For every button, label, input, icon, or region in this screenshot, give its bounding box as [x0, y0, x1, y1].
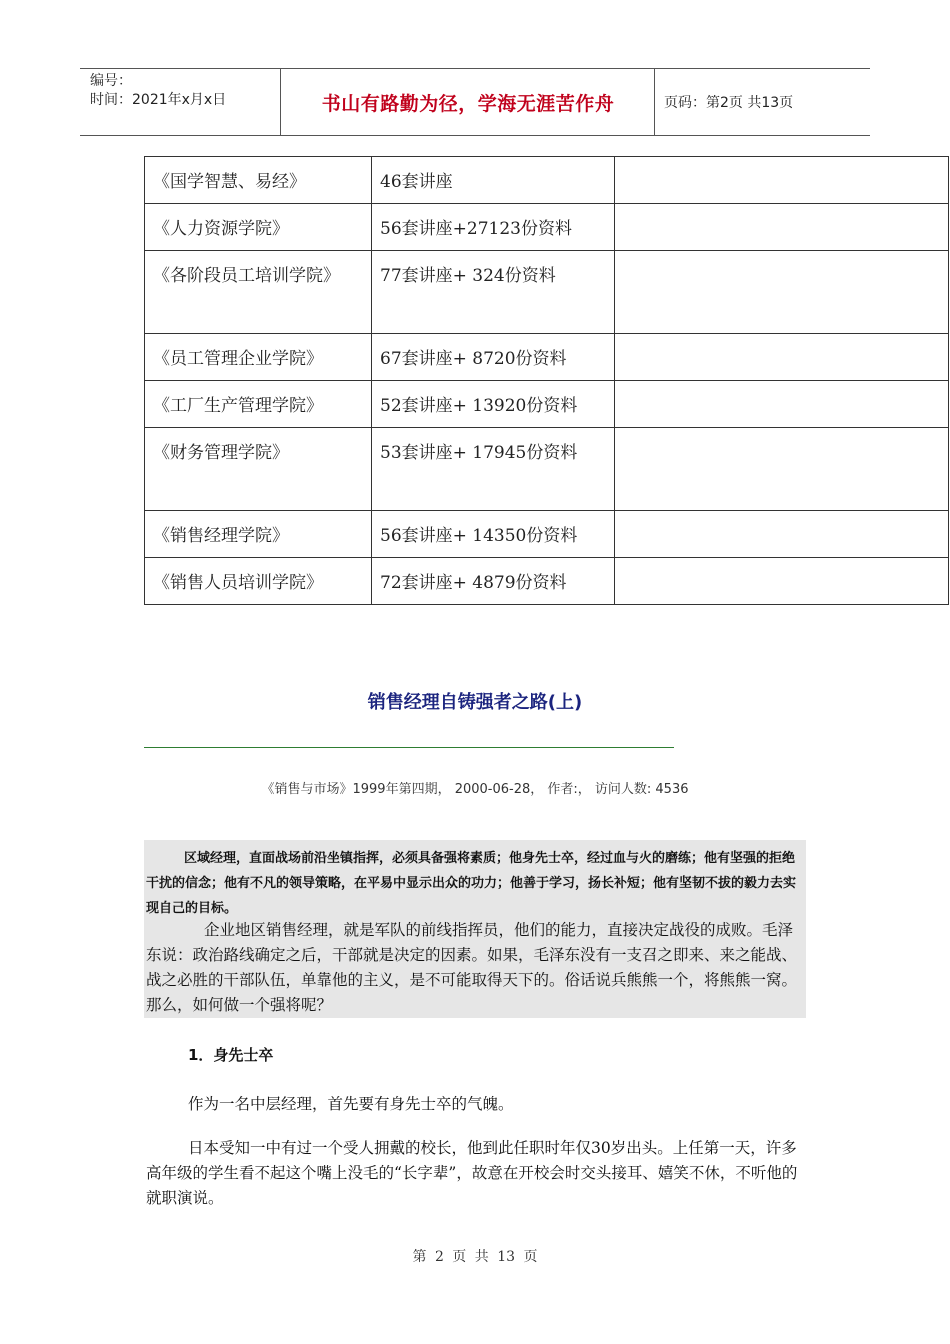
table-cell-content: 53套讲座+ 17945份资料: [372, 428, 615, 511]
table-cell-extra: [615, 511, 949, 558]
title-underline: [144, 747, 674, 748]
table-row: [145, 511, 949, 558]
table-cell-content: 56套讲座+27123份资料: [372, 204, 615, 251]
table-cell-extra: [615, 334, 949, 381]
table-cell-extra: [615, 381, 949, 428]
header-left: [90, 72, 226, 110]
table-row: [145, 204, 949, 251]
table-cell-content: 56套讲座+ 14350份资料: [372, 511, 615, 558]
article-title: 销售经理自铸强者之路(上): [367, 692, 583, 713]
table-cell-extra: [615, 251, 949, 334]
header-divider: [654, 68, 655, 136]
table-cell-name: 《国学智慧、易经》: [145, 157, 372, 204]
article-meta: 《销售与市场》1999年第四期， 2000-06-28， 作者:， 访问人数: 4536: [261, 782, 689, 797]
header-divider: [280, 68, 281, 136]
table-cell-name: 《销售人员培训学院》: [145, 558, 372, 605]
table-cell-extra: [615, 558, 949, 605]
table-cell-name: 《人力资源学院》: [145, 204, 372, 251]
table-row: [145, 428, 949, 511]
section-heading: 1．身先士卒: [188, 1046, 274, 1064]
doc-number-label: 编号：: [90, 73, 132, 89]
doc-date-label: 时间：2021年x月x日: [90, 92, 227, 108]
table-row: [145, 381, 949, 428]
table-cell-content: 52套讲座+ 13920份资料: [372, 381, 615, 428]
table-cell-name: 《财务管理学院》: [145, 428, 372, 511]
table-cell-name: 《各阶段员工培训学院》: [145, 251, 372, 334]
article-paragraph: 企业地区销售经理，就是军队的前线指挥员，他们的能力，直接决定战役的成败。毛泽东说：政治路线确定之后，干部就是决定的因素。如果，毛泽东没有一支召之即来、来之能战、战之必胜的干部队伍，单靠他的主义，是不可能取得天下的。俗话说兵熊熊一个，将熊熊一窝。那么，如何做一个强将呢？: [146, 921, 798, 1014]
header-slogan: 书山有路勤为径，学海无涯苦作舟: [321, 92, 615, 115]
table-cell-content: 67套讲座+ 8720份资料: [372, 334, 615, 381]
table-cell-content: 77套讲座+ 324份资料: [372, 251, 615, 334]
table-row: [145, 558, 949, 605]
table-cell-name: 《销售经理学院》: [145, 511, 372, 558]
table-cell-name: 《工厂生产管理学院》: [145, 381, 372, 428]
table-row: [145, 157, 949, 204]
article-abstract: 区域经理，直面战场前沿坐镇指挥，必须具备强将素质；他身先士卒，经过血与火的磨练；他有坚强的拒绝干扰的信念；他有不凡的领导策略，在平易中显示出众的功力；他善于学习，扬长补短；他有坚韧不拔的毅力去实现自己的目标。: [146, 851, 797, 916]
table-cell-extra: [615, 204, 949, 251]
page-footer: 第 2 页 共 13 页: [412, 1249, 538, 1265]
article-paragraph: 作为一名中层经理，首先要有身先士卒的气魄。: [188, 1095, 514, 1113]
catalog-table: [144, 156, 949, 605]
table-cell-extra: [615, 157, 949, 204]
table-cell-name: 《员工管理企业学院》: [145, 334, 372, 381]
article-paragraph: 日本受知一中有过一个受人拥戴的校长，他到此任职时年仅30岁出头。上任第一天，许多高年级的学生看不起这个嘴上没毛的“长字辈”，故意在开校会时交头接耳、嬉笑不休，不听他的就职演说。: [146, 1139, 798, 1207]
table-cell-content: 46套讲座: [372, 157, 615, 204]
table-cell-content: 72套讲座+ 4879份资料: [372, 558, 615, 605]
table-cell-extra: [615, 428, 949, 511]
table-row: [145, 334, 949, 381]
table-row: [145, 251, 949, 334]
header-page-info: 页码：第2页 共13页: [664, 95, 794, 111]
